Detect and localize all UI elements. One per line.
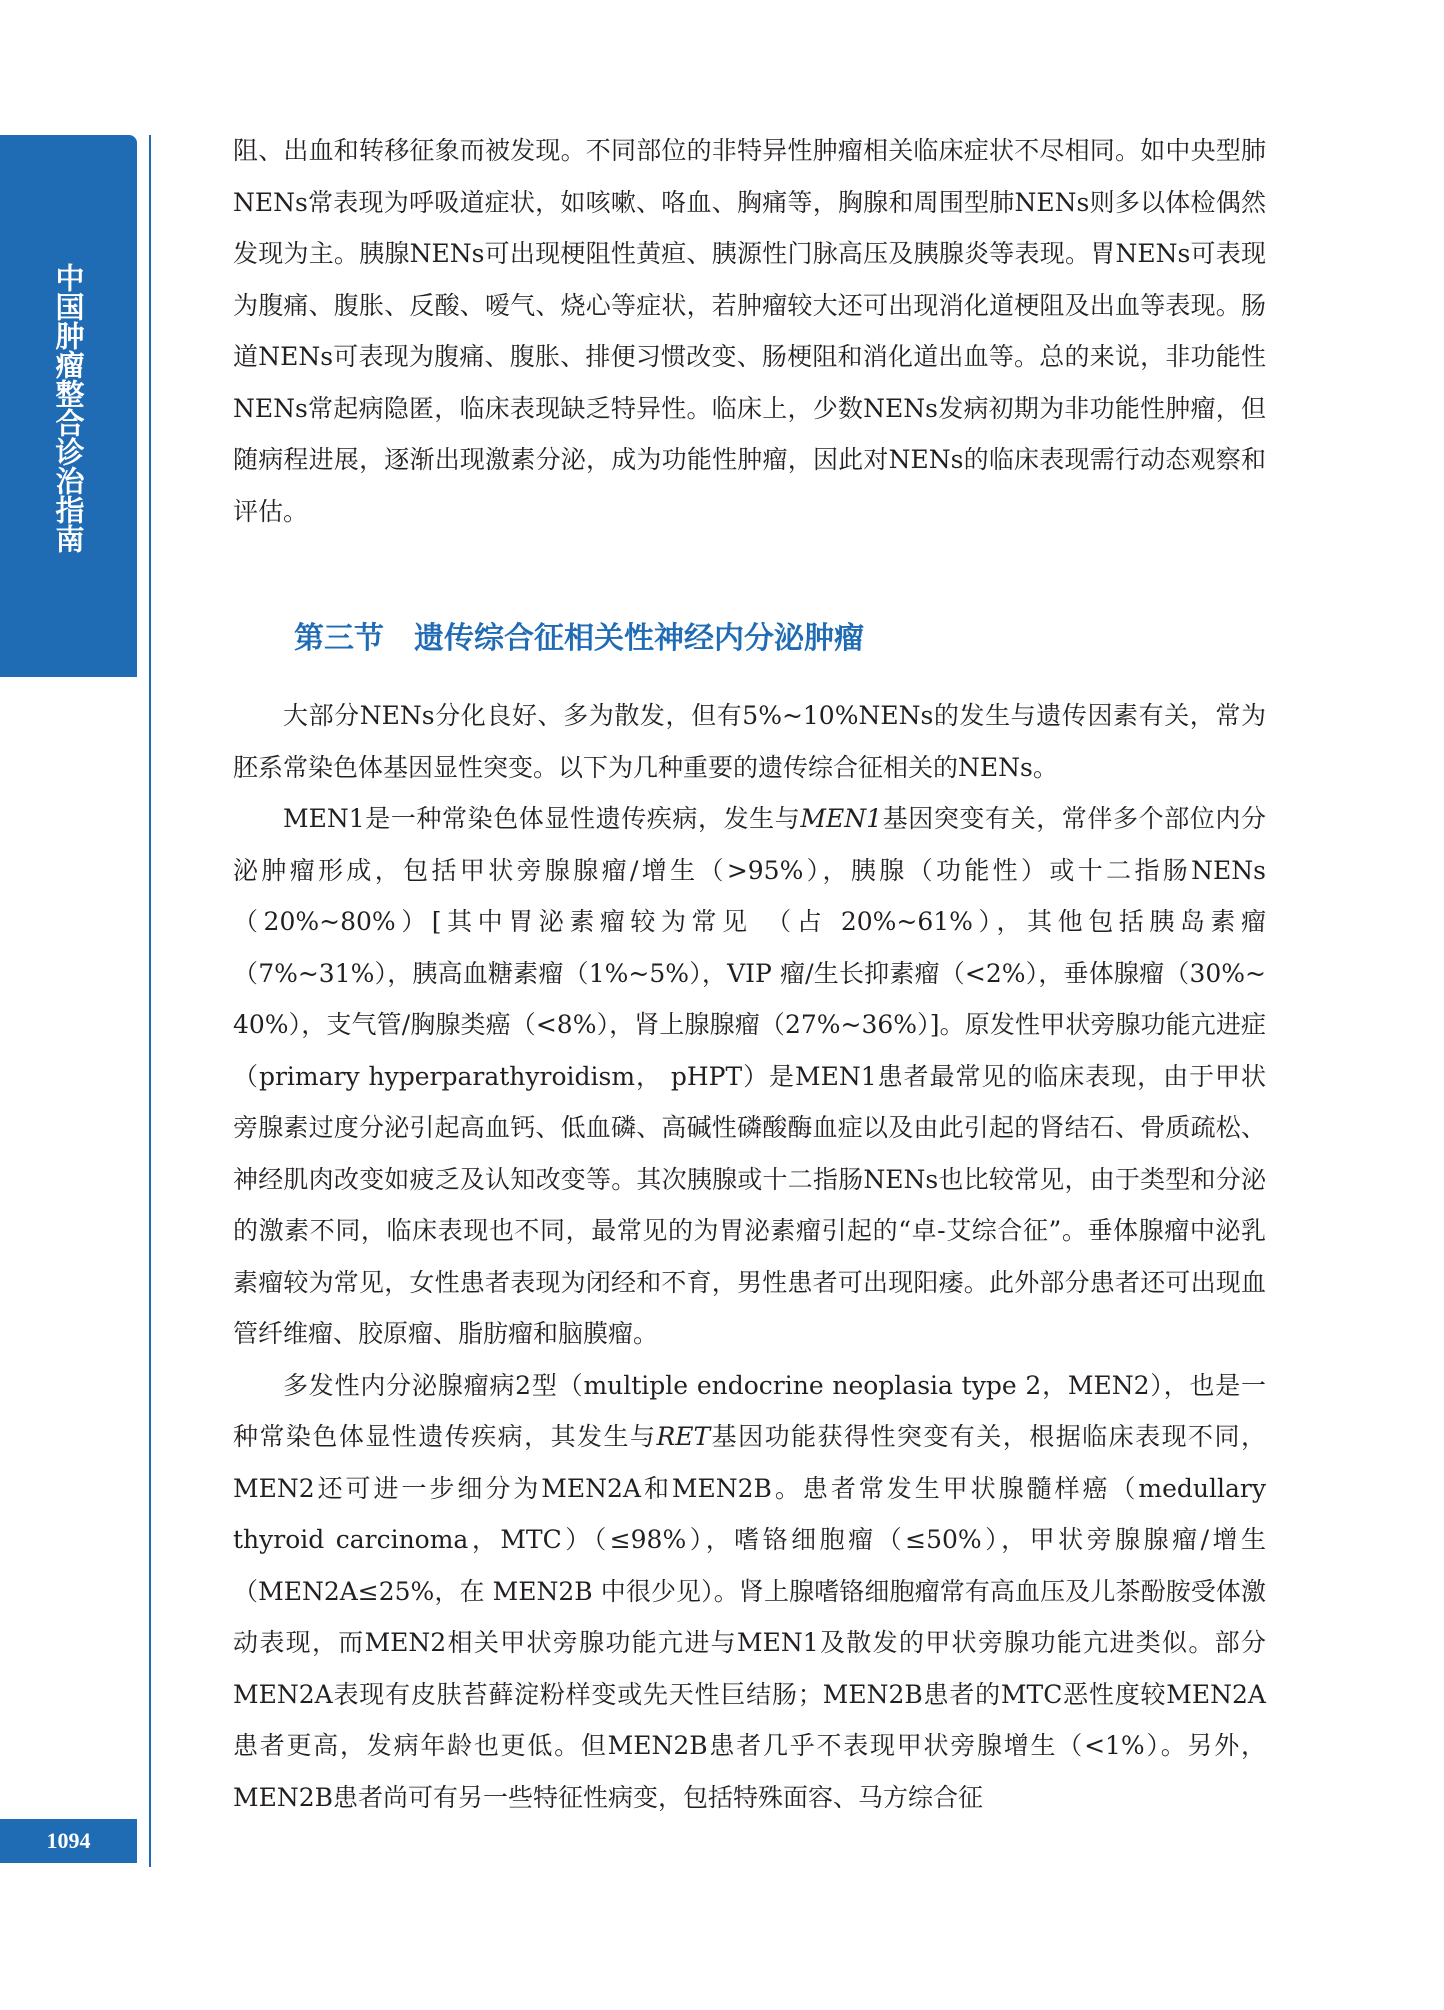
book-title: 中国肿瘤整合诊治指南	[51, 263, 86, 553]
paragraph-continuation: 阻、出血和转移征象而被发现。不同部位的非特异性肿瘤相关临床症状不尽相同。如中央型肺NENs常表现为呼吸道症状，如咳嗽、咯血、胸痛等，胸腺和周围型肺NENs则多以体检偶然发现为主。胰腺NENs可出现梗阻性黄疸、胰源性门脉高压及胰腺炎等表现。胃NENs可表现为腹痛、腹胀、反酸、嗳气、烧心等症状，若肿瘤较大还可出现消化道梗阻及出血等表现。肠道NENs可表现为腹痛、腹胀、排便习惯改变、肠梗阻和消化道出血等。总的来说，非功能性NENs常起病隐匿，临床表现缺乏特异性。临床上，少数NENs发病初期为非功能性肿瘤，但随病程进展，逐渐出现激素分泌，成为功能性肿瘤，因此对NENs的临床表现需行动态观察和评估。	[233, 136, 1266, 526]
sidebar-divider	[149, 135, 151, 1867]
section-heading	[294, 612, 1194, 666]
men1-text-b: 基因突变有关，常伴多个部位内分泌肿瘤形成，包括甲状旁腺腺瘤/增生（>95%），胰腺（功能性）或十二指肠NENs（20%~80%）[其中胃泌素瘤较为常见 （占 20%~61%），其他包括胰岛素瘤（7%~31%），胰高血糖素瘤（1%~5%），VIP 瘤/生长抑素瘤（<2%），垂体腺瘤（30%~ 40%），支气管/胸腺类癌（<8%），肾上腺腺瘤（27%~36%）]。原发性甲状旁腺功能亢进症（primary hyperparathyroidism， pHPT）是MEN1患者最常见的临床表现，由于甲状旁腺素过度分泌引起高血钙、低血磷、高碱性磷酸酶血症以及由此引起的肾结石、骨质疏松、神经肌肉改变如疲乏及认知改变等。其次胰腺或十二指肠NENs也比较常见，由于类型和分泌的激素不同，临床表现也不同，最常见的为胃泌素瘤引起的“卓-艾综合征”。垂体腺瘤中泌乳素瘤较为常见，女性患者表现为闭经和不育，男性患者可出现阳痿。此外部分患者还可出现血管纤维瘤、胶原瘤、脂肪瘤和脑膜瘤。	[233, 804, 1266, 1348]
section-number: 第三节	[294, 621, 384, 656]
paragraph-men1	[233, 793, 1266, 1360]
men1-gene: MEN1	[800, 804, 883, 833]
men2-gene: RET	[656, 1422, 711, 1451]
paragraph-intro: 大部分NENs分化良好、多为散发，但有5%~10%NENs的发生与遗传因素有关，常为胚系常染色体基因显性突变。以下为几种重要的遗传综合征相关的NENs。	[233, 701, 1266, 782]
section-title: 遗传综合征相关性神经内分泌肿瘤	[414, 621, 864, 656]
paragraph-men2	[233, 1360, 1266, 1824]
men2-text-b: 基因功能获得性突变有关，根据临床表现不同，MEN2还可进一步细分为MEN2A和MEN2B。患者常发生甲状腺髓样癌（medullary thyroid carcinoma，MTC）（≤98%），嗜铬细胞瘤（≤50%），甲状旁腺腺瘤/增生（MEN2A≤25%，在 MEN2B 中很少见）。肾上腺嗜铬细胞瘤常有高血压及儿茶酚胺受体激动表现，而MEN2相关甲状旁腺功能亢进与MEN1及散发的甲状旁腺功能亢进类似。部分MEN2A表现有皮肤苔藓淀粉样变或先天性巨结肠；MEN2B患者的MTC恶性度较MEN2A患者更高，发病年龄也更低。但MEN2B患者几乎不表现甲状旁腺增生（<1%）。另外，MEN2B患者尚可有另一些特征性病变，包括特殊面容、马方综合征	[233, 1422, 1266, 1812]
page-number: 1094	[46, 1828, 91, 1853]
paragraph-continuation-block	[233, 125, 1266, 537]
section-body	[233, 690, 1266, 1823]
men2-text-a: 多发性内分泌腺瘤病2型（multiple endocrine neoplasia type 2，MEN2），也是一种常染色体显性遗传疾病，其发生与	[233, 1370, 1266, 1451]
men1-text-a: MEN1是一种常染色体显性遗传疾病，发生与	[283, 804, 801, 833]
